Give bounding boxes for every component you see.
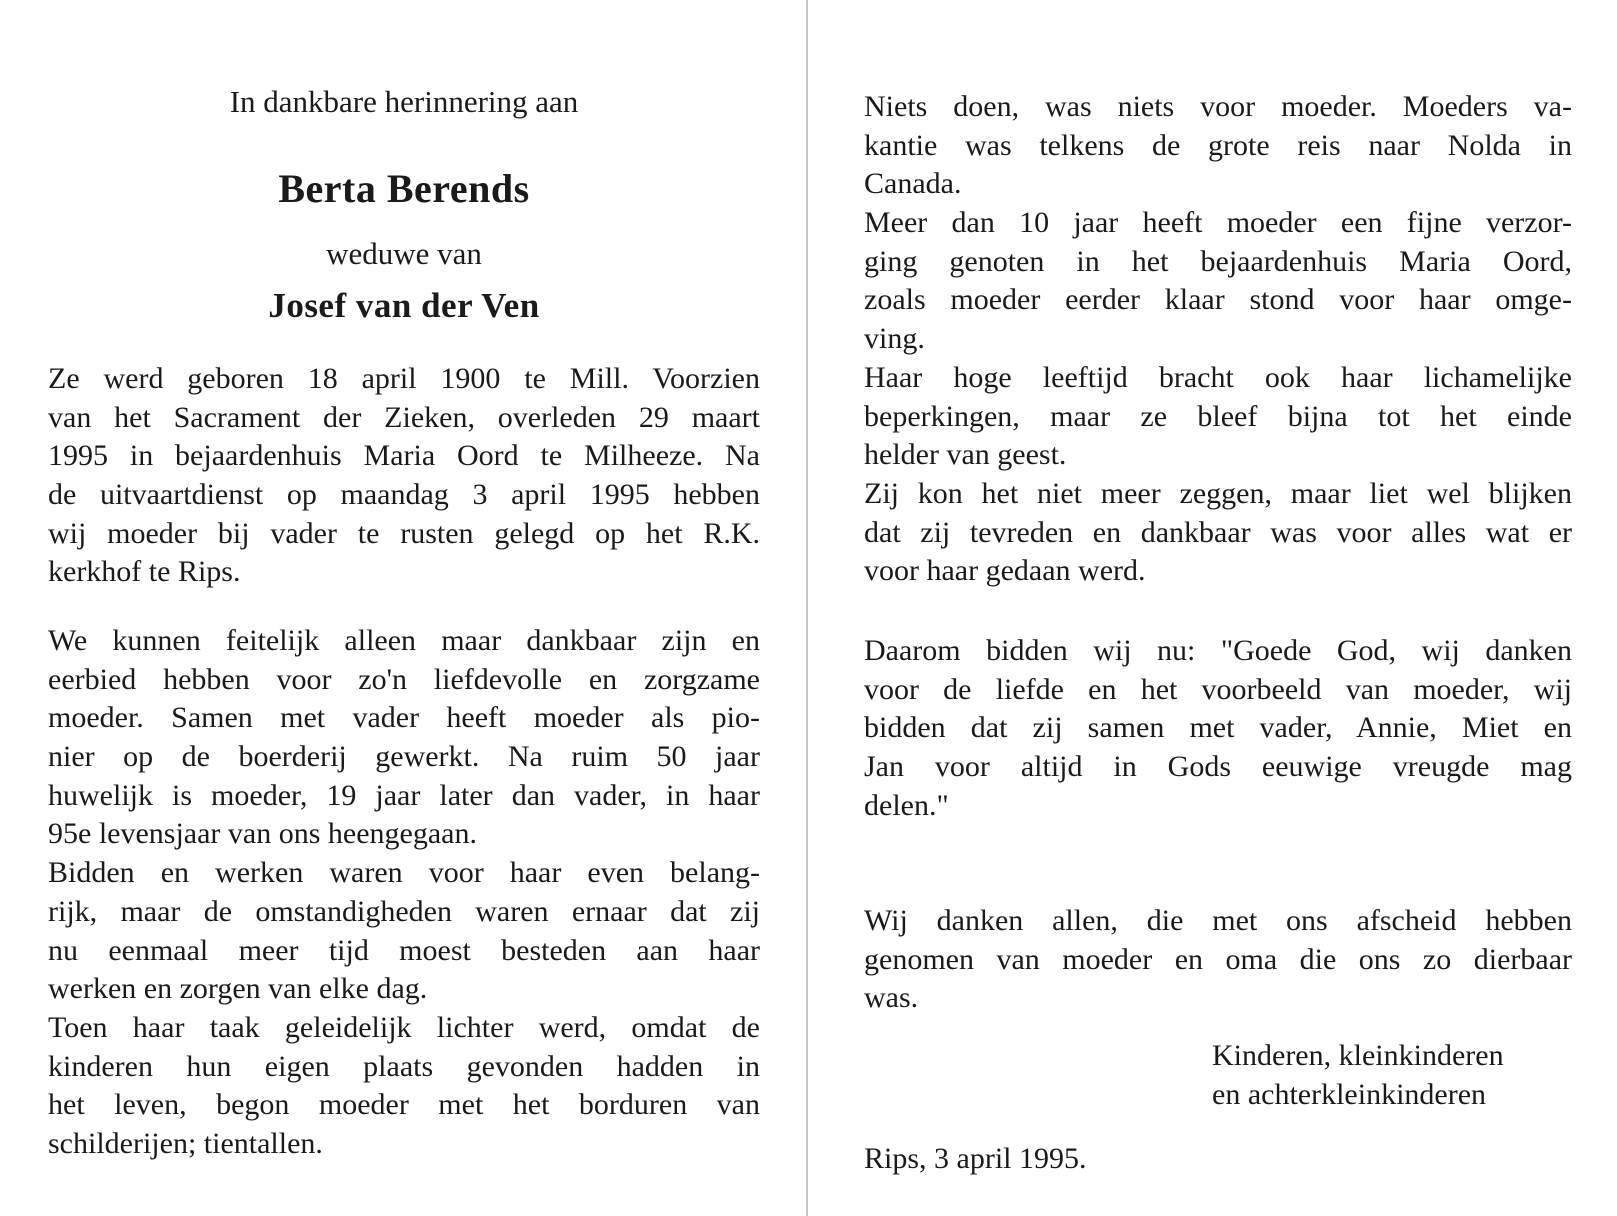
text-line: eerbied hebben voor zo'n liefdevolle en zorgzame	[48, 662, 760, 696]
text-line: moeder. Samen met vader heeft moeder als pio-	[48, 701, 760, 735]
text-line: voor haar gedaan werd.	[864, 554, 1146, 588]
text-line: dat zij tevreden en dankbaar was voor alles wat er	[864, 515, 1572, 549]
text-line: werken en zorgen van elke dag.	[48, 972, 428, 1006]
text-line: Kinderen, kleinkinderen	[1212, 1039, 1504, 1072]
text-line: nu eenmaal meer tijd moest besteden aan haar	[48, 933, 760, 967]
text-line: delen."	[864, 788, 949, 822]
place-date: Rips, 3 april 1995.	[864, 1142, 1087, 1175]
text-line: van het Sacrament der Zieken, overleden 29 maart	[48, 400, 760, 434]
text-line: kinderen hun eigen plaats gevonden hadden in	[48, 1049, 760, 1083]
text-line: Haar hoge leeftijd bracht ook haar lichamelijke	[864, 360, 1572, 394]
right-panel	[864, 0, 1572, 1216]
text-line: Jan voor altijd in Gods eeuwige vreugde mag	[864, 750, 1572, 784]
text-line: Zij kon het niet meer zeggen, maar liet wel blijken	[864, 476, 1572, 510]
text-line: zoals moeder eerder klaar stond voor haar omge-	[864, 283, 1572, 317]
text-line: Ze werd geboren 18 april 1900 te Mill. Voorzien	[48, 362, 760, 395]
text-line: Daarom bidden wij nu: "Goede God, wij danken	[864, 634, 1572, 667]
text-line: nier op de boerderij gewerkt. Na ruim 50 jaar	[48, 740, 760, 774]
left-panel	[48, 0, 760, 1216]
life-paragraph	[48, 622, 760, 1164]
text-line: huwelijk is moeder, 19 jaar later dan vader, in haar	[48, 778, 760, 812]
biography-paragraph	[48, 360, 760, 592]
text-line: Toen haar taak geleidelijk lichter werd, omdat de	[48, 1010, 760, 1044]
text-line: Wij danken allen, die met ons afscheid hebben	[864, 904, 1572, 937]
deceased-name: Berta Berends	[278, 166, 530, 211]
text-line: We kunnen feitelijk alleen maar dankbaar zijn en	[48, 624, 760, 657]
intro-text: In dankbare herinnering aan	[229, 84, 579, 119]
text-line: schilderijen; tientallen.	[48, 1126, 323, 1160]
text-line: rijk, maar de omstandigheden waren ernaar dat zij	[48, 894, 760, 928]
text-line: het leven, begon moeder met het borduren van	[48, 1088, 760, 1122]
memories-paragraph	[864, 88, 1572, 591]
text-line: Canada.	[864, 167, 962, 201]
thanks-paragraph	[864, 902, 1572, 1018]
text-line: ging genoten in het bejaardenhuis Maria Oord,	[864, 244, 1572, 278]
text-line: Niets doen, was niets voor moeder. Moeders va-	[864, 90, 1572, 123]
prayer-paragraph	[864, 632, 1572, 825]
text-line: wij moeder bij vader te rusten gelegd op het R.K.	[48, 516, 760, 550]
text-line: Meer dan 10 jaar heeft moeder een fijne verzor-	[864, 206, 1572, 240]
family-signature	[1212, 1037, 1572, 1114]
widow-of-text: weduwe van	[326, 236, 482, 271]
fold-line	[806, 0, 808, 1216]
text-line: kantie was telkens de grote reis naar Nolda in	[864, 128, 1572, 162]
text-line: was.	[864, 981, 919, 1015]
text-line: 1995 in bejaardenhuis Maria Oord te Milheeze. Na	[48, 439, 760, 473]
text-line: de uitvaartdienst op maandag 3 april 1995 hebben	[48, 478, 760, 512]
text-line: genomen van moeder en oma die ons zo dierbaar	[864, 942, 1572, 976]
text-line: kerkhof te Rips.	[48, 555, 241, 589]
text-line: ving.	[864, 322, 925, 356]
text-line: helder van geest.	[864, 438, 1067, 472]
text-line: voor de liefde en het voorbeeld van moeder, wij	[864, 672, 1572, 706]
text-line: Bidden en werken waren voor haar even belang-	[48, 856, 760, 890]
text-line: 95e levensjaar van ons heengegaan.	[48, 817, 477, 851]
husband-name: Josef van der Ven	[268, 286, 540, 325]
text-line: en achterkleinkinderen	[1212, 1077, 1487, 1111]
text-line: beperkingen, maar ze bleef bijna tot het einde	[864, 399, 1572, 433]
text-line: bidden dat zij samen met vader, Annie, Miet en	[864, 711, 1572, 745]
